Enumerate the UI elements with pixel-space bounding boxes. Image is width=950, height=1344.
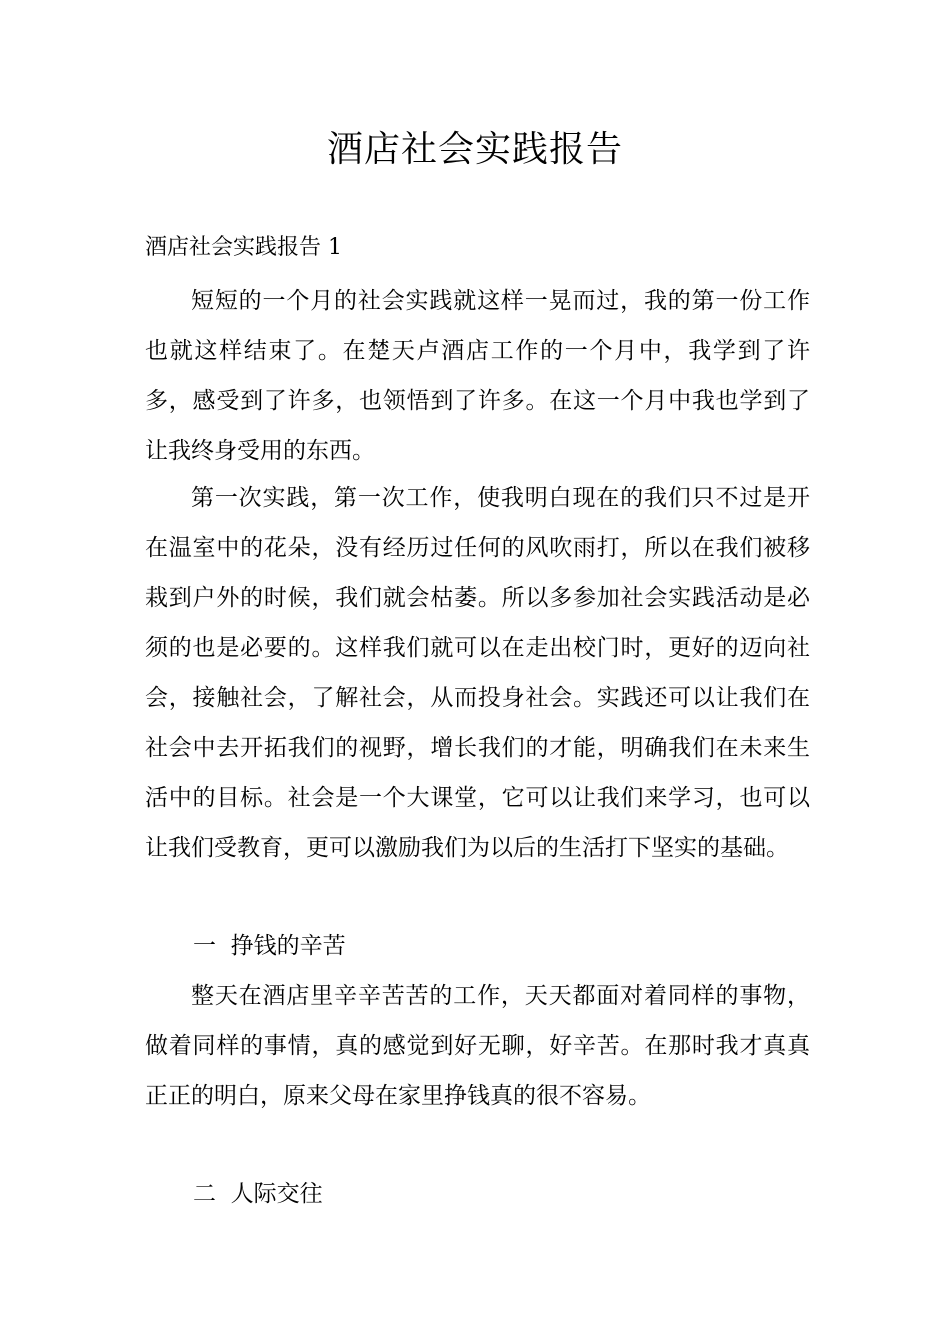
paragraph-3: 整天在酒店里辛辛苦苦的工作，天天都面对着同样的事物，做着同样的事情，真的感觉到好无聊，好辛苦。在那时我才真真正正的明白，原来父母在家里挣钱真的很不容易。 (145, 983, 810, 1109)
paragraph-1: 短短的一个月的社会实践就这样一晃而过，我的第一份工作也就这样结束了。在楚天卢酒店工作的一个月中，我学到了许多，感受到了许多，也领悟到了许多。在这一个月中我也学到了让我终身受用的东西。 (145, 288, 810, 464)
section-heading: 酒店社会实践报告 1 (145, 235, 342, 260)
paragraph-2: 第一次实践，第一次工作，使我明白现在的我们只不过是开在温室中的花朵，没有经历过任何的风吹雨打，所以在我们被移栽到户外的时候，我们就会枯萎。所以多参加社会实践活动是必须的也是必要的。这样我们就可以在走出校门时，更好的迈向社会，接触社会，了解社会，从而投身社会。实践还可以让我们在社会中去开拓我们的视野，增长我们的才能，明确我们在未来生活中的目标。社会是一个大课堂，它可以让我们来学习，也可以让我们受教育，更可以激励我们为以后的生活打下坚实的基础。 (145, 485, 810, 861)
subheading-earning-money: 一 挣钱的辛苦 (193, 933, 346, 959)
subheading-interpersonal: 二 人际交往 (193, 1181, 323, 1207)
document-title: 酒店社会实践报告 (326, 129, 623, 170)
